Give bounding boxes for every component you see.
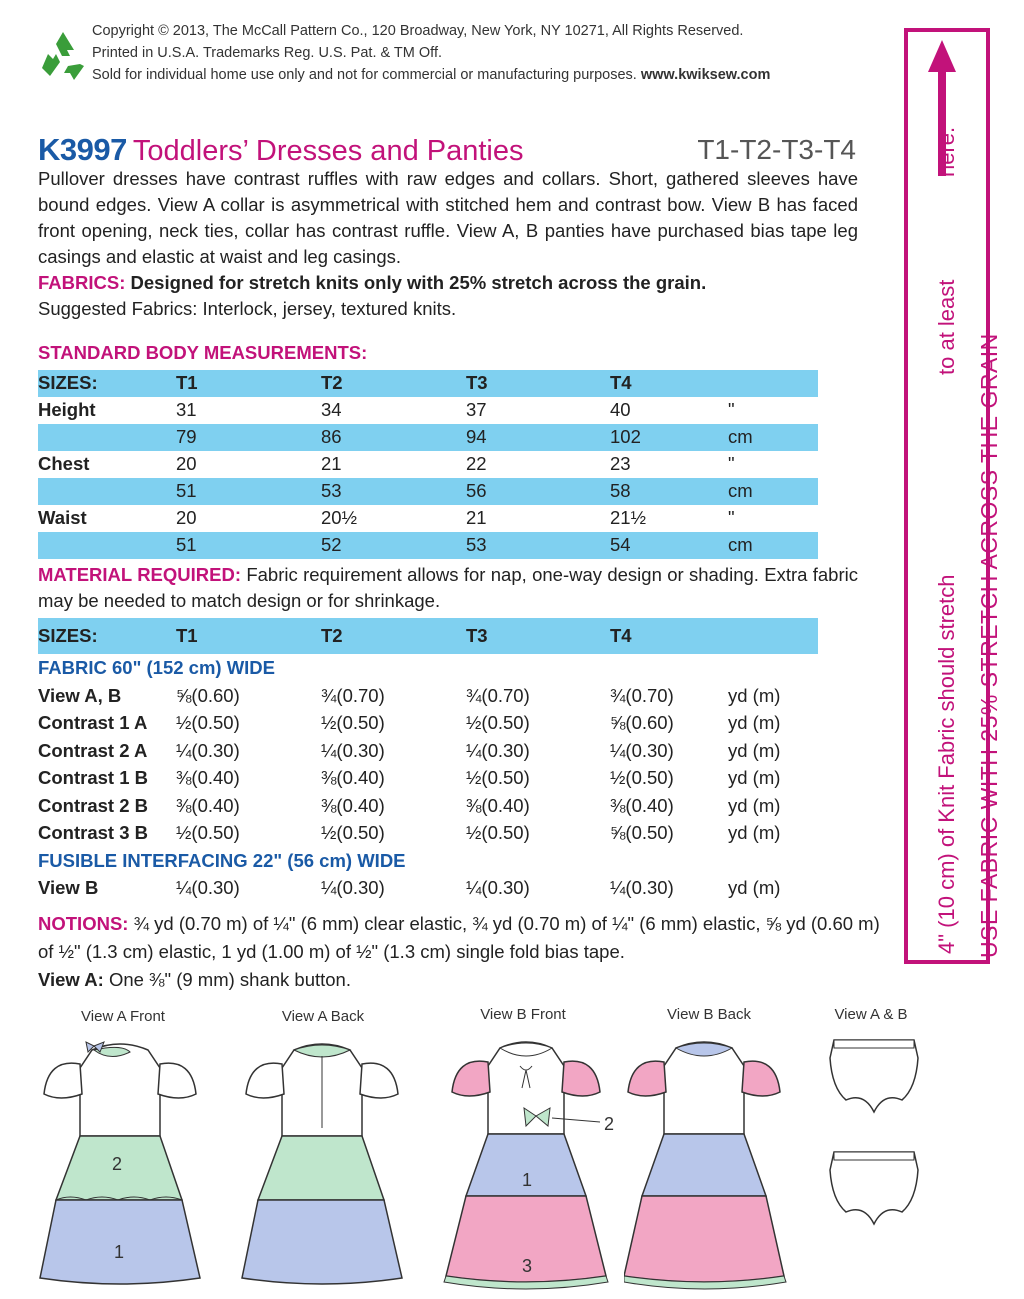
table-cell: ½(0.50): [610, 767, 674, 788]
table-cell: 79: [176, 426, 197, 447]
table-row: [38, 424, 818, 451]
row-label: Contrast 3 B: [38, 822, 148, 843]
unit-cell: cm: [728, 480, 753, 501]
view-b-front-illustration: [430, 1026, 630, 1296]
table-cell: ⅜(0.40): [321, 767, 385, 788]
table-cell: ½(0.50): [176, 822, 240, 843]
table-row: [38, 505, 818, 532]
title-row: [38, 132, 868, 170]
table-row: [38, 618, 818, 654]
table-cell: T2: [321, 372, 343, 393]
unit-cell: yd (m): [728, 739, 781, 761]
table-cell: ⅝(0.60): [610, 712, 674, 733]
table-cell: ½(0.50): [466, 712, 530, 733]
table-cell: 94: [466, 426, 487, 447]
description-text: Pullover dresses have contrast ruffles with raw edges and collars. Short, gathered sleeves have bound edges. View A collar is asymmetrical with stitched hem and contrast bow. View B has faced front opening, neck ties, collar has contrast ruffle. View A, B panties have purchased bias tape leg casings and elastic at waist and leg casings.: [38, 168, 858, 267]
unit-cell: ": [728, 507, 735, 528]
row-label: SIZES:: [38, 372, 98, 393]
table-cell: T2: [321, 625, 343, 646]
panties-illustration: [824, 1028, 924, 1238]
table-row: [38, 532, 818, 559]
view-b-back-illustration: [624, 1026, 804, 1296]
fabrics-label: FABRICS:: [38, 272, 126, 293]
view-a-label: View A:: [38, 969, 104, 990]
table-cell: 34: [321, 399, 342, 420]
table-cell: T4: [610, 372, 632, 393]
table-cell: ¼(0.30): [321, 739, 385, 761]
material-required: [38, 562, 858, 614]
table-cell: ½(0.50): [176, 712, 240, 733]
interfacing-heading: FUSIBLE INTERFACING 22" (56 cm) WIDE: [38, 849, 406, 871]
table-cell: 40: [610, 399, 631, 420]
table-cell: ⅜(0.40): [466, 794, 530, 816]
table-cell: ⅝(0.50): [610, 822, 674, 843]
pattern-number: K3997: [38, 132, 127, 167]
material-table: [38, 618, 818, 902]
unit-cell: cm: [728, 426, 753, 447]
view-a-front-label: View A Front: [81, 1008, 165, 1025]
table-cell: 56: [466, 480, 487, 501]
website-link[interactable]: www.kwiksew.com: [640, 67, 771, 83]
table-cell: 53: [321, 480, 342, 501]
unit-cell: yd (m): [728, 822, 781, 843]
unit-cell: cm: [728, 534, 753, 555]
unit-cell: yd (m): [728, 794, 781, 816]
row-label: Height: [38, 399, 96, 420]
table-cell: 21: [466, 507, 487, 528]
table-row: [38, 478, 818, 505]
table-cell: 58: [610, 480, 631, 501]
table-cell: ¼(0.30): [610, 739, 674, 761]
row-label: Waist: [38, 507, 87, 528]
table-cell: ¾(0.70): [321, 684, 385, 706]
row-label: Contrast 1 A: [38, 712, 148, 733]
view-ab-label: View A & B: [834, 1006, 908, 1023]
table-row: [38, 874, 818, 902]
table-row: [38, 764, 818, 792]
table-cell: T1: [176, 372, 198, 393]
fabric-width-heading: FABRIC 60" (152 cm) WIDE: [38, 657, 275, 678]
body-measurements-table: [38, 370, 818, 559]
table-cell: 23: [610, 453, 631, 474]
notions-label: NOTIONS:: [38, 913, 129, 934]
row-label: SIZES:: [38, 625, 98, 646]
gauge-line-to-at-least: to at least: [934, 279, 959, 375]
callout-1-b: 1: [522, 1170, 533, 1190]
printed-line: Printed in U.S.A. Trademarks Reg. U.S. Pat. & TM Off.: [92, 45, 443, 61]
notions-text: NOTIONS: ¾ yd (0.70 m) of ¼" (6 mm) clear elastic, ¾ yd (0.70 m) of ¼" (6 mm) elastic, ⅝ yd (0.60 m) of ½" (1.3 cm) elastic, 1 yd (1.00 m) of ½" (1.3 cm) single fold bias tape.: [38, 913, 880, 962]
table-row: [38, 709, 818, 737]
pattern-sizes: T1-T2-T3-T4: [697, 134, 856, 165]
view-a-back-illustration: [232, 1028, 412, 1293]
row-label: View A, B: [38, 684, 122, 706]
table-cell: ¼(0.30): [610, 877, 674, 898]
table-row: [38, 370, 818, 397]
table-cell: ¼(0.30): [176, 739, 240, 761]
table-cell: 86: [321, 426, 342, 447]
material-label: MATERIAL REQUIRED:: [38, 564, 242, 585]
view-b-back-label: View B Back: [667, 1006, 751, 1023]
table-cell: ¼(0.30): [176, 877, 240, 898]
usage-line: Sold for individual home use only and not for commercial or manufacturing purposes. www.kwiksew.com: [92, 67, 771, 83]
unit-cell: yd (m): [728, 877, 781, 898]
table-cell: T3: [466, 625, 488, 646]
table-cell: 37: [466, 399, 487, 420]
table-cell: 51: [176, 480, 197, 501]
unit-cell: yd (m): [728, 712, 781, 733]
table-cell: ½(0.50): [466, 767, 530, 788]
table-row: [38, 792, 818, 820]
table-cell: 22: [466, 453, 487, 474]
table-cell: ¼(0.30): [466, 739, 530, 761]
description: [38, 166, 858, 322]
pattern-title: Toddlers’ Dresses and Panties: [132, 135, 524, 167]
table-cell: T3: [466, 372, 488, 393]
table-cell: 20: [176, 453, 197, 474]
table-row: [38, 737, 818, 765]
table-row: [38, 819, 818, 847]
table-cell: ¾(0.70): [610, 684, 674, 706]
table-cell: 52: [321, 534, 342, 555]
table-cell: ⅜(0.40): [610, 794, 674, 816]
table-cell: 54: [610, 534, 631, 555]
table-cell: 31: [176, 399, 197, 420]
suggested-fabrics: Suggested Fabrics: Interlock, jersey, textured knits.: [38, 298, 457, 319]
table-row: [38, 451, 818, 478]
body-measurements-heading: STANDARD BODY MEASUREMENTS:: [38, 342, 368, 363]
table-cell: ⅜(0.40): [176, 794, 240, 816]
table-cell: ⅝(0.60): [176, 684, 240, 706]
view-b-front-label: View B Front: [480, 1006, 566, 1023]
unit-cell: ": [728, 399, 735, 420]
view-a-back-label: View A Back: [281, 1008, 365, 1025]
table-cell: ½(0.50): [321, 822, 385, 843]
row-label: Contrast 2 A: [38, 739, 148, 761]
table-cell: ¼(0.30): [466, 877, 530, 898]
table-cell: ¼(0.30): [321, 877, 385, 898]
fabrics-line: [38, 270, 858, 296]
view-a-notions: View A: One ⅜" (9 mm) shank button.: [38, 969, 351, 990]
table-cell: T4: [610, 625, 632, 646]
notions-block: [38, 910, 888, 994]
table-cell: ½(0.50): [466, 822, 530, 843]
table-cell: ¾(0.70): [466, 684, 530, 706]
stretch-instruction: USE FABRIC WITH 25% STRETCH ACROSS THE GRAIN: [976, 333, 1002, 958]
callout-2-b: 2: [604, 1114, 615, 1134]
table-row: [38, 397, 818, 424]
gauge-line-stretch: 4" (10 cm) of Knit Fabric should stretch: [934, 574, 959, 954]
table-cell: 102: [610, 426, 641, 447]
row-label: Contrast 1 B: [38, 767, 148, 788]
copyright-line: Copyright © 2013, The McCall Pattern Co., 120 Broadway, New York, NY 10271, All Rights Reserved.: [92, 23, 744, 39]
table-cell: ½(0.50): [321, 712, 385, 733]
table-cell: 21: [321, 453, 342, 474]
table-row: [38, 682, 818, 710]
callout-3: 3: [522, 1256, 533, 1276]
unit-cell: ": [728, 453, 735, 474]
table-cell: 20½: [321, 507, 358, 528]
table-cell: 20: [176, 507, 197, 528]
callout-2: 2: [112, 1154, 123, 1174]
gauge-line-here: here.: [934, 126, 959, 177]
unit-cell: yd (m): [728, 767, 781, 788]
table-cell: T1: [176, 625, 198, 646]
callout-1: 1: [114, 1242, 125, 1262]
recycle-logo-icon: [36, 28, 90, 82]
copyright-block: [92, 20, 770, 86]
table-cell: ⅜(0.40): [321, 794, 385, 816]
table-cell: 51: [176, 534, 197, 555]
table-cell: 53: [466, 534, 487, 555]
unit-cell: yd (m): [728, 684, 781, 706]
row-label: Chest: [38, 453, 90, 474]
fabrics-text: Designed for stretch knits only with 25% stretch across the grain.: [130, 272, 707, 293]
material-text: Fabric requirement allows for nap, one-way design or shading. Extra fabric may be needed to match design or for shrinkage.: [38, 564, 858, 611]
row-label: Contrast 2 B: [38, 794, 148, 816]
table-cell: ⅜(0.40): [176, 767, 240, 788]
row-label: View B: [38, 877, 99, 898]
table-cell: 21½: [610, 507, 647, 528]
view-a-front-illustration: [30, 1028, 210, 1293]
